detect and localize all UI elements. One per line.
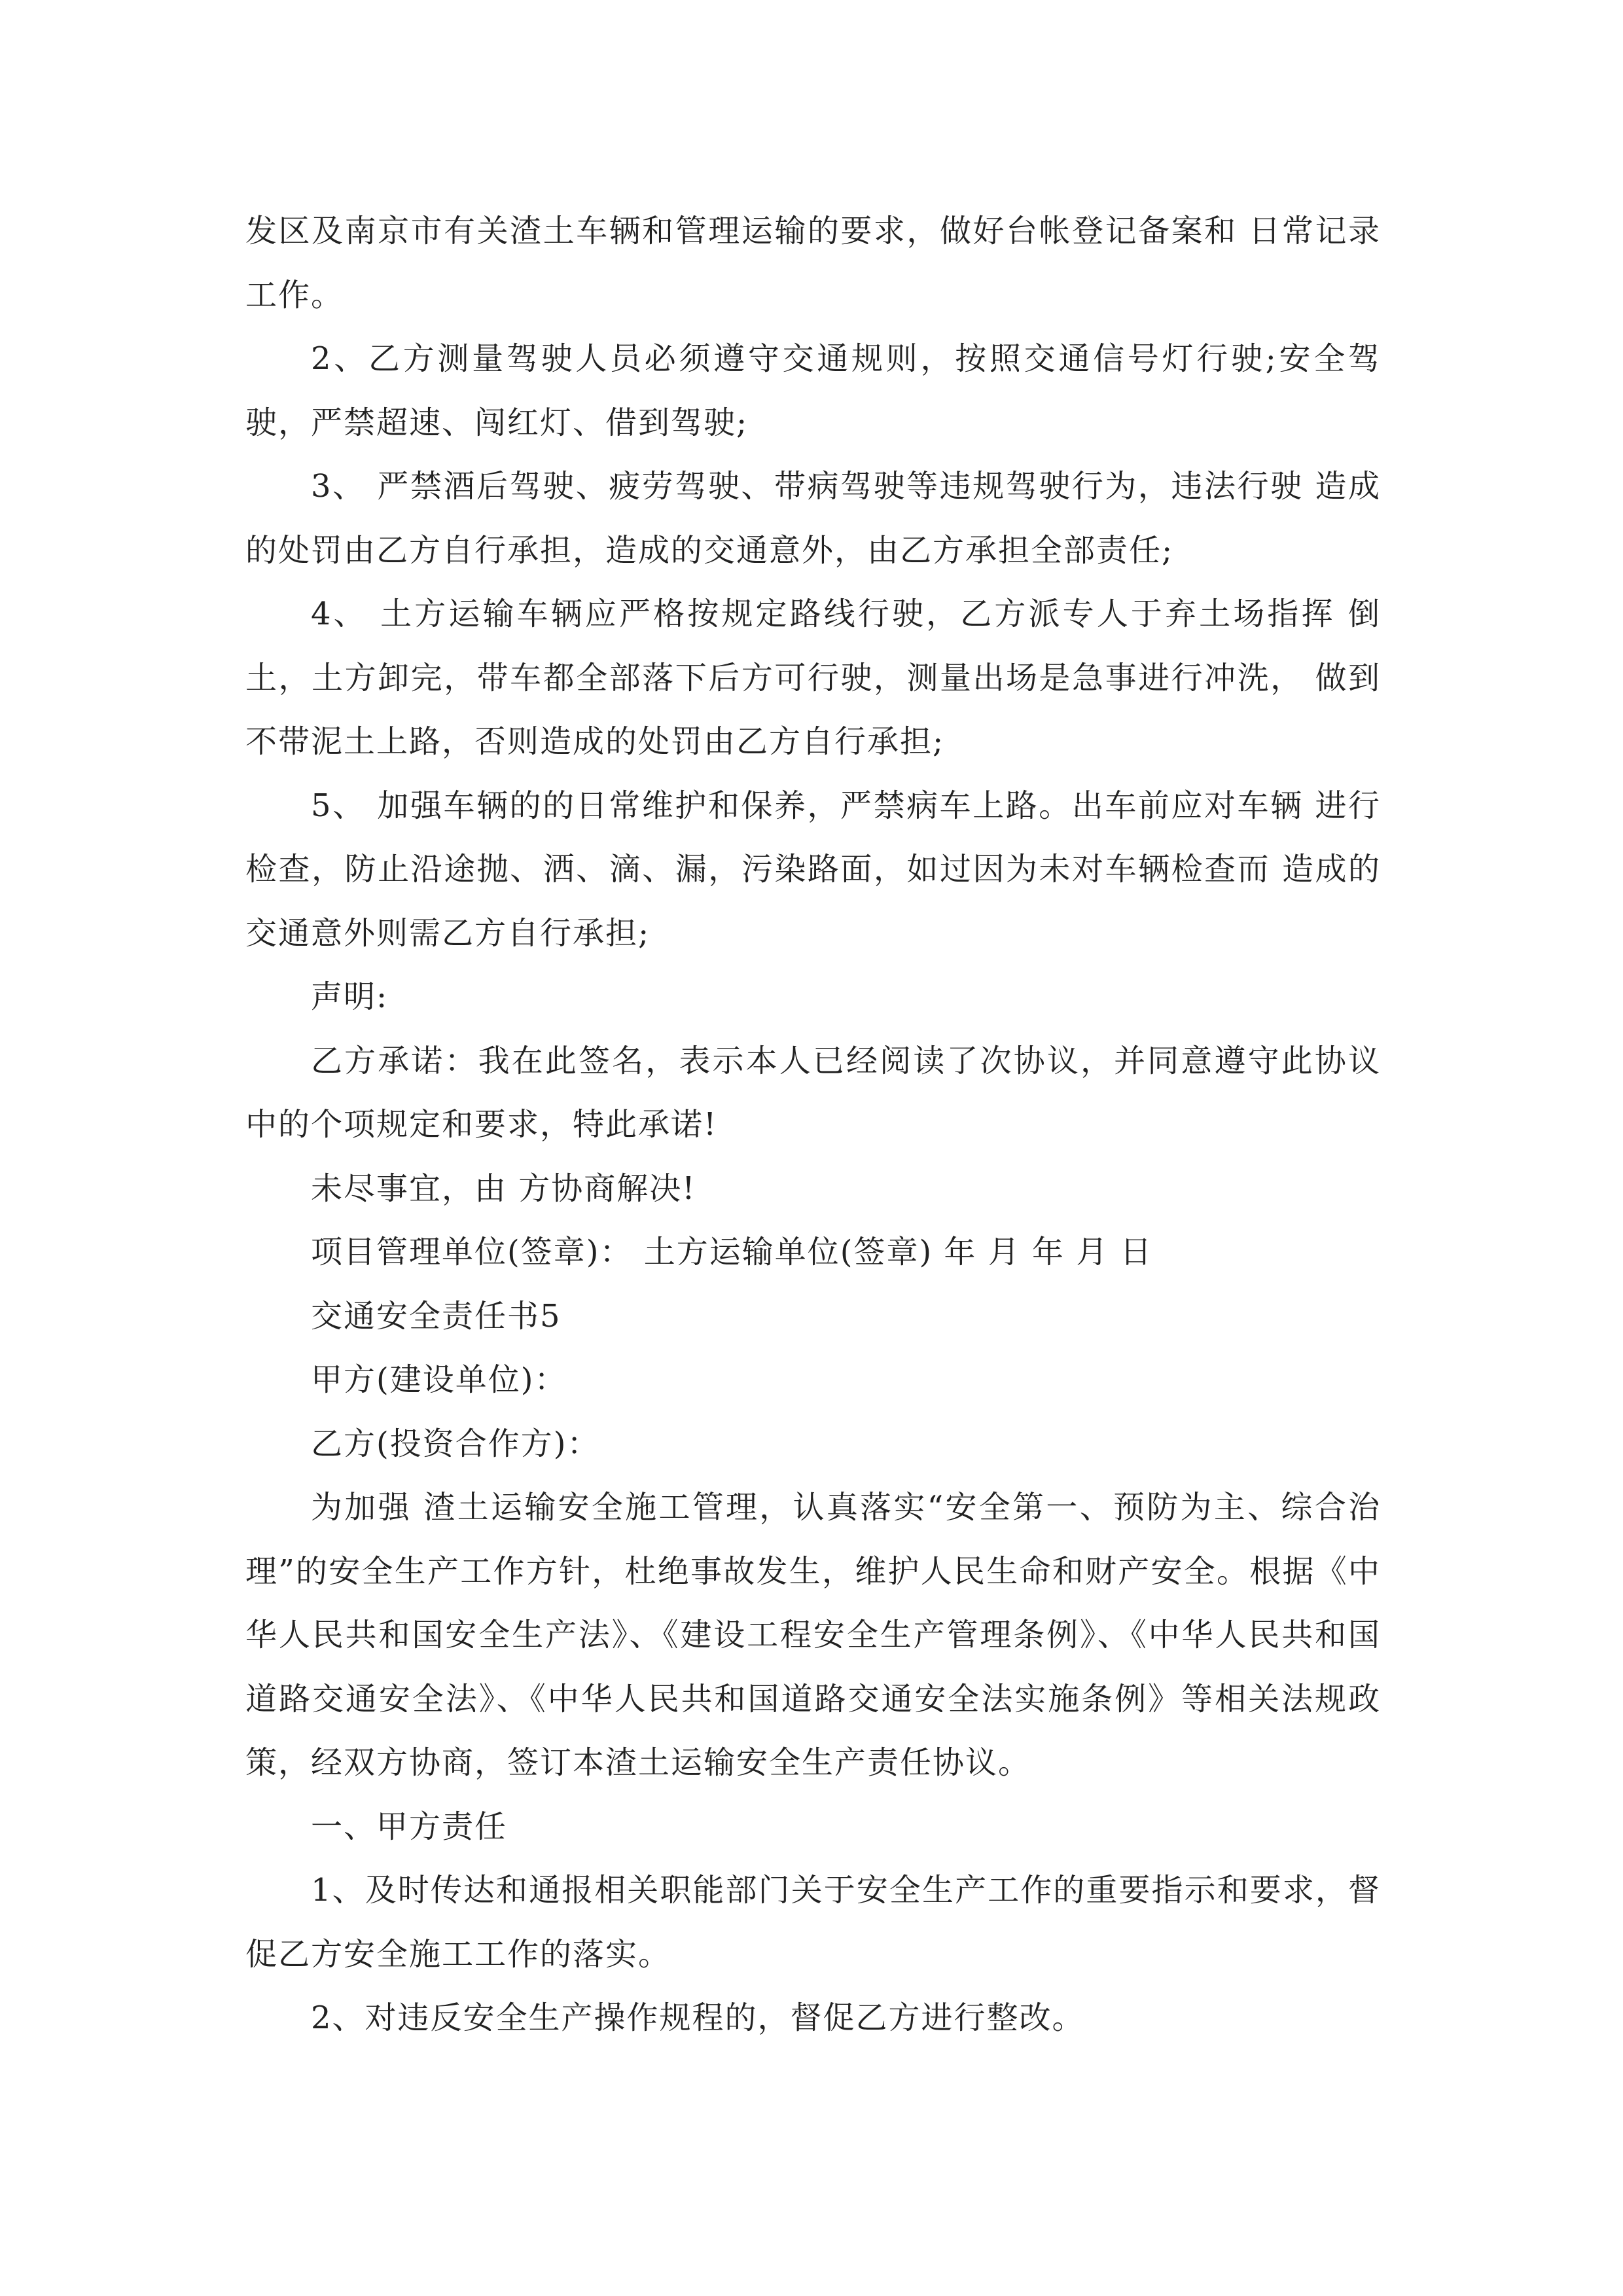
declaration-heading: 声明: <box>311 978 389 1015</box>
paragraph: 乙方承诺：我在此签名，表示本人已经阅读了次协议，并同意遵守此协议中的个项规定和要求，特此承诺! <box>245 1042 1381 1143</box>
paragraph: 1、及时传达和通报相关职能部门关于安全生产工作的重要指示和要求，督促乙方安全施工工作的落实。 <box>245 1872 1381 1973</box>
signature-line: 项目管理单位(签章)： 土方运输单位(签章) 年 月 年 月 日 <box>311 1234 1153 1270</box>
paragraph: 4、 土方运输车辆应严格按规定路线行驶，乙方派专人于弃土场指挥 倒土，土方卸完，带车都全部落下后方可行驶，测量出场是急事进行冲洗， 做到不带泥土上路，否则造成的处罚由乙方自行承担; <box>245 596 1381 760</box>
document-body <box>245 200 1381 2051</box>
paragraph: 未尽事宜，由 方协商解决! <box>311 1170 696 1207</box>
paragraph: 3、 严禁酒后驾驶、疲劳驾驶、带病驾驶等违规驾驶行为，违法行驶 造成的处罚由乙方自行承担，造成的交通意外，由乙方承担全部责任; <box>245 468 1381 569</box>
paragraph: 5、 加强车辆的的日常维护和保养，严禁病车上路。出车前应对车辆 进行检查，防止沿途抛、洒、滴、漏，污染路面，如过因为未对车辆检查而 造成的交通意外则需乙方自行承担; <box>245 787 1381 952</box>
section-title: 交通安全责任书5 <box>311 1297 562 1335</box>
party-b-line: 乙方(投资合作方)： <box>311 1425 600 1462</box>
paragraph: 2、乙方测量驾驶人员必须遵守交通规则，按照交通信号灯行驶;安全驾驶，严禁超速、闯红灯、借到驾驶; <box>245 340 1381 441</box>
paragraph: 发区及南京市有关渣土车辆和管理运输的要求，做好台帐登记备案和 日常记录工作。 <box>245 213 1381 314</box>
party-a-line: 甲方(建设单位)： <box>311 1361 567 1398</box>
section-heading: 一、甲方责任 <box>311 1808 508 1845</box>
paragraph: 为加强 渣土运输安全施工管理，认真落实“安全第一、预防为主、综合治理”的安全生产工作方针，杜绝事故发生，维护人民生命和财产安全。根据《中华人民共和国安全生产法》、《建设工程安全生产管理条例》、《中华人民共和国道路交通安全法》、《中华人民共和国道路交通安全法实施条例》等相关法规政策，经双方协商，签订本渣土运输安全生产责任协议。 <box>245 1489 1381 1781</box>
paragraph: 2、对违反安全生产操作规程的，督促乙方进行整改。 <box>311 2000 1085 2036</box>
